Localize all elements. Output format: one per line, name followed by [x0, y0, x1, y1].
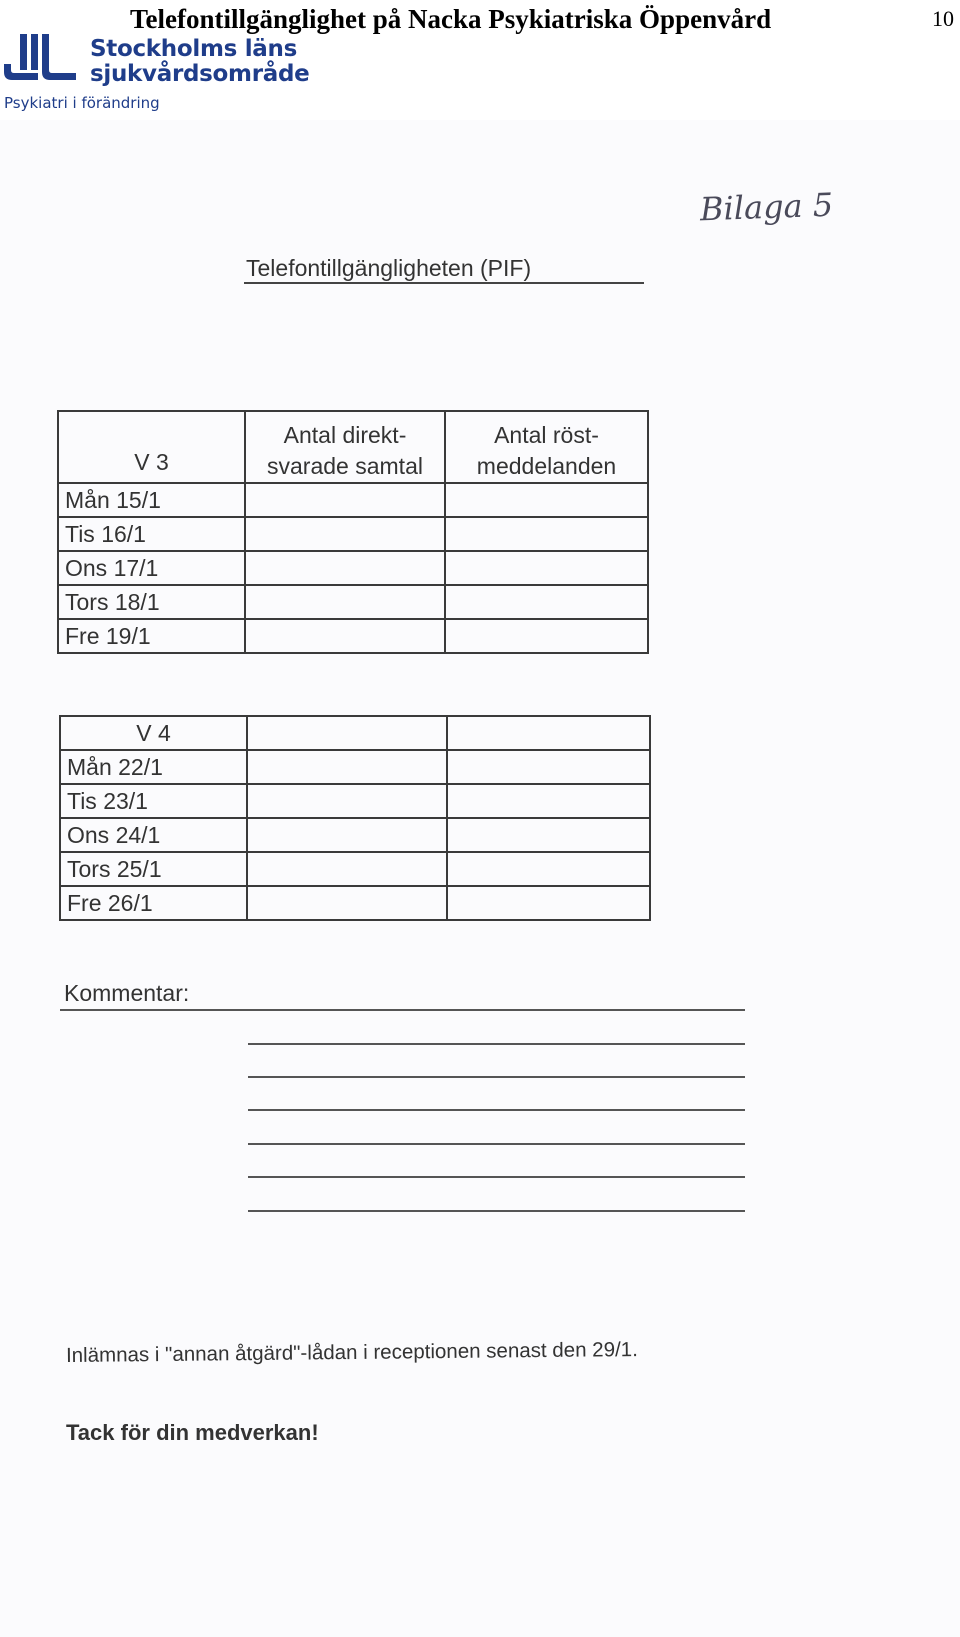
comment-line[interactable]	[248, 1176, 745, 1178]
form-title-underline	[244, 282, 644, 284]
entry-cell[interactable]	[245, 619, 445, 653]
logo-line-1: Stockholms läns	[90, 36, 297, 62]
entry-cell[interactable]	[245, 517, 445, 551]
column-header-label: Antal röst- meddelanden	[476, 422, 617, 479]
entry-cell[interactable]	[445, 551, 648, 585]
day-label: Mån 22/1	[60, 750, 247, 784]
entry-cell[interactable]	[445, 517, 648, 551]
entry-cell[interactable]	[447, 716, 650, 750]
comment-line[interactable]	[60, 1009, 745, 1011]
week-label: V 4	[60, 716, 247, 750]
submission-instructions: Inlämnas i "annan åtgärd"-lådan i receptionen senast den 29/1.	[65, 1338, 638, 1367]
day-label: Tors 25/1	[60, 852, 247, 886]
day-label: Tis 23/1	[60, 784, 247, 818]
comment-line[interactable]	[248, 1143, 745, 1145]
entry-cell[interactable]	[445, 483, 648, 517]
day-label: Ons 17/1	[58, 551, 245, 585]
day-label: Ons 24/1	[60, 818, 247, 852]
organization-logo	[4, 34, 324, 114]
comment-line[interactable]	[248, 1043, 745, 1045]
entry-cell[interactable]	[447, 784, 650, 818]
week-3-table	[57, 410, 649, 654]
entry-cell[interactable]	[247, 750, 447, 784]
week-label: V 3	[58, 411, 245, 483]
entry-cell[interactable]	[447, 818, 650, 852]
thank-you-note: Tack för din medverkan!	[66, 1420, 319, 1445]
entry-cell[interactable]	[447, 852, 650, 886]
column-header-direct-calls	[245, 411, 445, 483]
page-title: Telefontillgänglighet på Nacka Psykiatriska Öppenvård	[130, 4, 772, 34]
handwritten-annotation: Bilaga 5	[699, 185, 834, 229]
comment-line[interactable]	[248, 1076, 745, 1078]
column-header-label: Antal direkt- svarade samtal	[267, 422, 423, 479]
page-number: 10	[932, 6, 954, 31]
entry-cell[interactable]	[447, 750, 650, 784]
entry-cell[interactable]	[445, 585, 648, 619]
entry-cell[interactable]	[447, 886, 650, 920]
entry-cell[interactable]	[245, 551, 445, 585]
entry-cell[interactable]	[247, 716, 447, 750]
day-label: Fre 19/1	[58, 619, 245, 653]
entry-cell[interactable]	[245, 585, 445, 619]
entry-cell[interactable]	[247, 886, 447, 920]
day-label: Fre 26/1	[60, 886, 247, 920]
entry-cell[interactable]	[247, 784, 447, 818]
comment-line[interactable]	[248, 1210, 745, 1212]
form-title: Telefontillgängligheten (PIF)	[246, 255, 532, 281]
logo-tagline: Psykiatri i förändring	[4, 94, 160, 112]
entry-cell[interactable]	[445, 619, 648, 653]
day-label: Tis 16/1	[58, 517, 245, 551]
day-label: Mån 15/1	[58, 483, 245, 517]
sll-logo-icon	[4, 34, 82, 84]
comment-label: Kommentar:	[64, 980, 190, 1006]
day-label: Tors 18/1	[58, 585, 245, 619]
logo-line-2: sjukvårdsområde	[90, 61, 310, 87]
entry-cell[interactable]	[247, 852, 447, 886]
entry-cell[interactable]	[247, 818, 447, 852]
week-4-table	[59, 715, 651, 921]
entry-cell[interactable]	[245, 483, 445, 517]
comment-line[interactable]	[248, 1109, 745, 1111]
column-header-voice-messages	[445, 411, 648, 483]
